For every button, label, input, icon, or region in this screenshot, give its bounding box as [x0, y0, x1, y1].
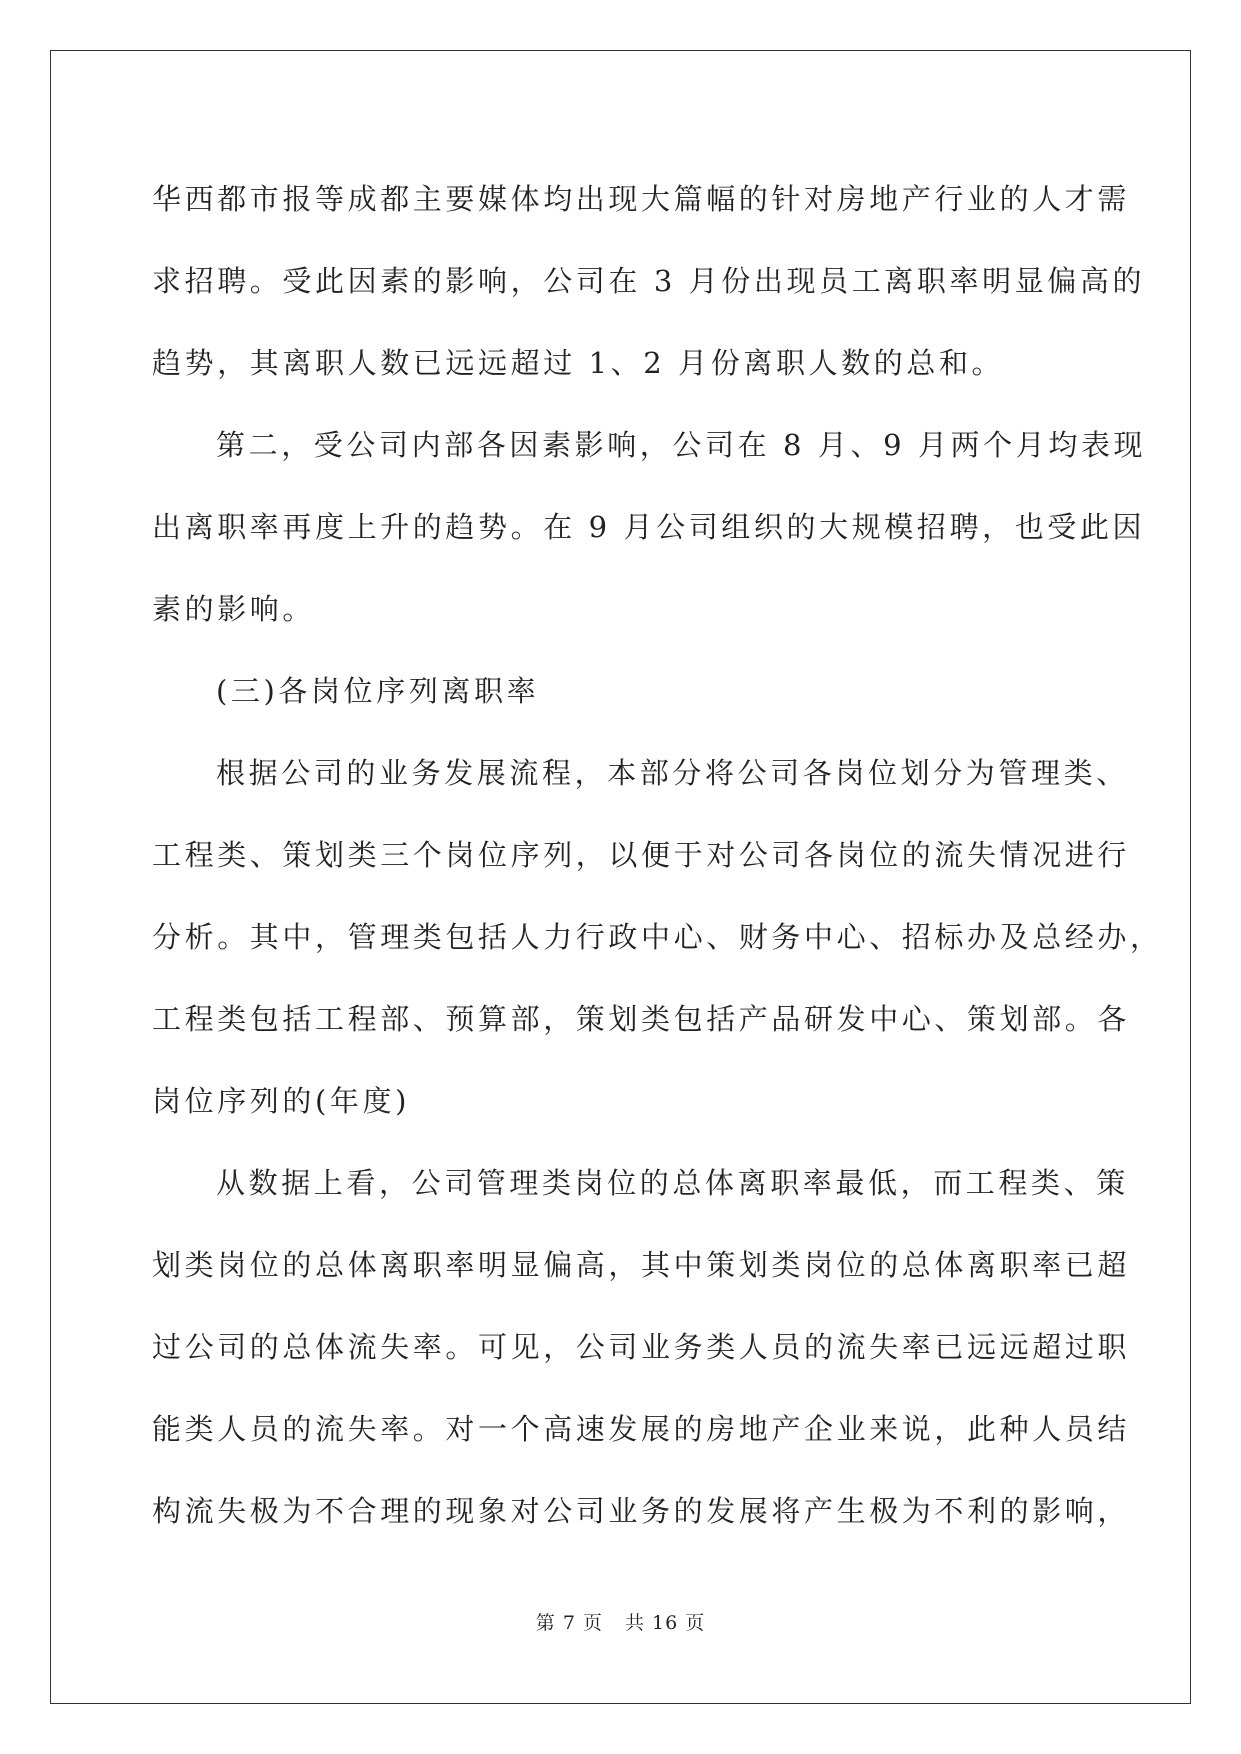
- document-body: [152, 158, 1163, 1552]
- text-line: 根据公司的业务发展流程，本部分将公司各岗位划分为管理类、: [216, 756, 1129, 790]
- text-line: 工程类包括工程部、预算部，策划类包括产品研发中心、策划部。各: [152, 1002, 1131, 1036]
- text-line: 岗位序列的(年度): [152, 1084, 411, 1118]
- text-line: 工程类、策划类三个岗位序列，以便于对公司各岗位的流失情况进行: [152, 838, 1131, 872]
- text-line: 过公司的总体流失率。可见，公司业务类人员的流失率已远远超过职: [152, 1330, 1131, 1364]
- text-line: 华西都市报等成都主要媒体均出现大篇幅的针对房地产行业的人才需: [152, 182, 1131, 216]
- page-footer: [0, 1608, 1241, 1635]
- text-line: 素的影响。: [152, 592, 316, 626]
- page-total: 共 16 页: [624, 1612, 706, 1634]
- text-line: 求招聘。受此因素的影响，公司在 3 月份出现员工离职率明显偏高的: [152, 264, 1146, 298]
- text-line: (三)各岗位序列离职率: [216, 674, 540, 708]
- text-line: 分析。其中，管理类包括人力行政中心、财务中心、招标办及总经办，: [152, 920, 1163, 954]
- text-line: 第二，受公司内部各因素影响，公司在 8 月、9 月两个月均表现: [216, 428, 1147, 462]
- text-line: 构流失极为不合理的现象对公司业务的发展将产生极为不利的影响，: [152, 1494, 1131, 1528]
- text-line: 能类人员的流失率。对一个高速发展的房地产企业来说，此种人员结: [152, 1412, 1131, 1446]
- text-line: 从数据上看，公司管理类岗位的总体离职率最低，而工程类、策: [216, 1166, 1129, 1200]
- text-line: 趋势，其离职人数已远远超过 1、2 月份离职人数的总和。: [152, 346, 1005, 380]
- text-line: 划类岗位的总体离职率明显偏高，其中策划类岗位的总体离职率已超: [152, 1248, 1131, 1282]
- page-number: 第 7 页: [535, 1612, 603, 1634]
- text-line: 出离职率再度上升的趋势。在 9 月公司组织的大规模招聘，也受此因: [152, 510, 1146, 544]
